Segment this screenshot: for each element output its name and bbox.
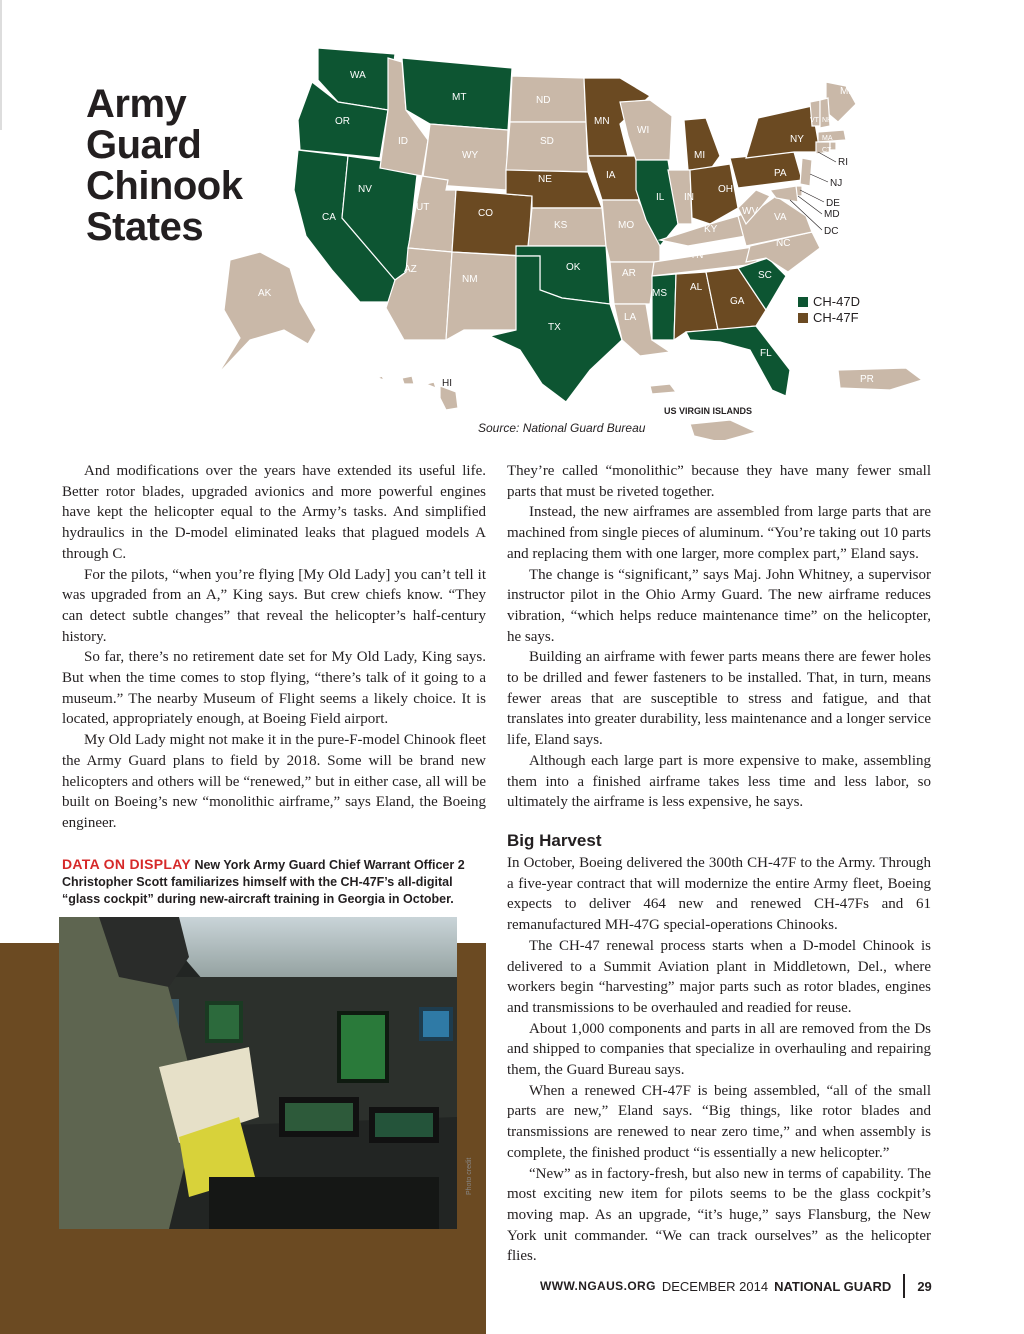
legend-item-ch47d — [798, 294, 860, 310]
body-paragraph: When a renewed CH-47F is being assembled, “all of the small parts are new,” Eland says. “Big things, like rotor blades and transmissions are renewed to near zero time,” and when assembly is complete, the finished product “is essentially a new helicopter.” — [507, 1082, 931, 1161]
legend-swatch-ch47d — [798, 297, 808, 307]
label-WA: WA — [350, 70, 366, 81]
label-NJ: NJ — [830, 178, 843, 189]
label-WY: WY — [462, 150, 479, 161]
body-paragraph: The CH-47 renewal process starts when a D-model Chinook is delivered to a Summit Aviation plant in Middletown, Del., where workers begin “harvesting” major parts such as rotor blades, engines and transmissions to be overhauled and readied for reuse. — [507, 937, 931, 1016]
label-NC: NC — [776, 238, 791, 249]
map-title-line: Army — [86, 82, 187, 126]
label-MN: MN — [594, 116, 610, 127]
label-MO: MO — [618, 220, 635, 231]
footer-date: DECEMBER 2014 — [661, 1278, 769, 1294]
label-CA: CA — [322, 212, 336, 223]
label-CT: CT — [822, 147, 832, 154]
label-NY: NY — [790, 134, 804, 145]
label-MD: MD — [824, 209, 840, 220]
usvi-label: US VIRGIN ISLANDS — [664, 406, 753, 416]
label-NE: NE — [538, 174, 552, 185]
state-NM — [446, 252, 520, 340]
caption-kicker: DATA ON DISPLAY — [62, 856, 191, 872]
label-ND: ND — [536, 95, 551, 106]
body-paragraph: For the pilots, “when you’re flying [My Old Lady] you can’t tell it was upgraded from an A,” King says. But crew chiefs know. “They can detect subtle changes” that reveal the helicopter’s half-century history. — [62, 566, 486, 645]
label-MS: MS — [652, 288, 667, 299]
body-paragraph: The change is “significant,” says Maj. John Whitney, a supervisor instructor pilot in the Ohio Army Guard. The new airframe reduces vibration, “which helps reduce maintenance time” on the helicopter, he says. — [507, 566, 931, 645]
cockpit-illustration — [59, 917, 457, 1229]
state-MI — [684, 118, 720, 170]
section-heading: Big Harvest — [507, 831, 602, 850]
label-IL: IL — [656, 192, 665, 203]
label-MT: MT — [452, 92, 467, 103]
label-CO: CO — [478, 208, 493, 219]
label-ID: ID — [398, 136, 408, 147]
label-SC: SC — [758, 270, 772, 281]
state-AK — [218, 252, 316, 374]
body-paragraph: And modifications over the years have extended its useful life. Better rotor blades, upgraded avionics and more powerful engines have kept the helicopter equal to the Army’s tasks. And simplified hydraulics in the D-model eliminated leaks that plagued models A through C. — [62, 463, 486, 562]
right-column-body-bottom — [507, 853, 931, 1267]
body-paragraph: “New” as in factory-fresh, but also new in terms of capability. The most exciting new item for pilots seems to be the glass cockpit’s moving map. As an upgrade, “it’s huge,” says Flansburg, the New York unit commander. “We can track ourselves” as the helicopter flies. — [507, 1165, 931, 1265]
page-edge-rule — [0, 0, 2, 130]
state-NY — [746, 106, 820, 158]
caption-text: New York Army Guard Chief Warrant Officer 2 Christopher Scott familiarizes himself with the CH-47F’s all-digital “glass cockpit” during new-aircraft training in Georgia in October. — [62, 858, 465, 906]
label-DC: DC — [824, 226, 839, 237]
label-MI: MI — [694, 150, 706, 161]
page-footer — [540, 1274, 932, 1298]
label-OK: OK — [566, 262, 581, 273]
legend-swatch-ch47f — [798, 313, 808, 323]
us-chinook-map — [190, 40, 930, 440]
label-LA: LA — [624, 312, 637, 323]
body-paragraph: In October, Boeing delivered the 300th CH-47F to the Army. Through a five-year contract that will modernize the entire Army fleet, Boeing expects to deliver 464 new and renewed CH-47Fs and 61 remanufactured MH-47G special-operations Chinooks. — [507, 855, 931, 934]
legend-label: CH-47F — [813, 310, 859, 325]
label-MA: MA — [822, 135, 833, 142]
state-FL — [686, 326, 790, 396]
label-NH: NH — [822, 117, 833, 124]
state-PA — [730, 152, 802, 188]
left-column-body — [62, 461, 486, 834]
label-IN: IN — [684, 192, 694, 203]
label-TN: TN — [690, 250, 704, 261]
label-HI: HI — [442, 378, 452, 389]
right-column-body-top — [507, 461, 931, 813]
cockpit-photo — [59, 917, 457, 1229]
legend-item-ch47f — [798, 310, 860, 326]
label-GA: GA — [730, 296, 745, 307]
map-source: Source: National Guard Bureau — [478, 421, 646, 435]
body-paragraph: Building an airframe with fewer parts means there are fewer holes to be drilled and fewer fasteners to be installed. That, in turn, means fewer areas that are susceptible to stress and fatigue, and that translates into greater durability, less maintenance and a longer service life, Eland says. — [507, 649, 931, 749]
label-RI: RI — [838, 157, 848, 168]
body-paragraph: Instead, the new airframes are assembled from large parts that are machined from single pieces of aluminum. “You’re taking out 10 parts and replacing them with one larger, more complex part,” Eland says. — [507, 504, 931, 562]
state-MS — [652, 274, 676, 340]
label-PR: PR — [860, 374, 874, 385]
label-AZ: AZ — [404, 264, 417, 275]
label-FL: FL — [760, 348, 772, 359]
label-IA: IA — [606, 170, 616, 181]
label-SD: SD — [540, 136, 554, 147]
label-DE: DE — [826, 198, 840, 209]
footer-url[interactable]: WWW.NGAUS.ORG — [540, 1279, 656, 1293]
label-KS: KS — [554, 220, 568, 231]
state-PR — [838, 368, 922, 390]
label-ME: ME — [840, 86, 855, 97]
label-WI: WI — [637, 125, 650, 136]
label-TX: TX — [548, 322, 561, 333]
state-NJ — [800, 158, 812, 186]
body-paragraph: So far, there’s no retirement date set for My Old Lady, King says. But when the time comes to stop flying, “there’s talk of it going to a museum.” The nearby Museum of Flight seems a likely choice. It is located, appropriately enough, at Boeing Field airport. — [62, 649, 486, 728]
label-PA: PA — [774, 168, 787, 179]
label-AL: AL — [690, 282, 703, 293]
legend-label: CH-47D — [813, 294, 860, 309]
body-paragraph: About 1,000 components and parts in all are removed from the Ds and shipped to companies that specialize in overhauling and repairing them, the Guard Bureau says. — [507, 1020, 931, 1079]
body-paragraph: They’re called “monolithic” because they have many fewer small parts that must be riveted together. — [507, 463, 931, 500]
label-OR: OR — [335, 116, 350, 127]
footer-divider — [903, 1274, 905, 1298]
label-KY: KY — [704, 224, 718, 235]
photo-credit: Photo credit — [466, 1157, 473, 1195]
footer-magazine: NATIONAL GUARD — [774, 1278, 892, 1294]
label-VA: VA — [774, 212, 787, 223]
label-NV: NV — [358, 184, 372, 195]
body-paragraph: My Old Lady might not make it in the pure-F-model Chinook fleet the Army Guard plans to field by 2018. Some will be brand new helicopters and others will be “renewed,” but in either case, all will be built on Boeing’s new “monolithic airframe,” says Eland, the Boeing engineer. — [62, 732, 486, 831]
label-UT: UT — [416, 202, 430, 213]
label-AR: AR — [622, 268, 636, 279]
photo-caption — [62, 856, 486, 908]
label-WV: WV — [742, 206, 759, 217]
map-title-line: Guard — [86, 123, 202, 167]
label-NM: NM — [462, 274, 478, 285]
map-legend — [798, 294, 860, 326]
state-SD — [506, 122, 588, 172]
label-OH: OH — [718, 184, 733, 195]
label-AK: AK — [258, 288, 272, 299]
map-title-line: Chinook — [86, 164, 243, 208]
map-title-line: States — [86, 205, 204, 249]
label-VT: VT — [810, 117, 819, 124]
page-number: 29 — [917, 1278, 932, 1294]
body-paragraph: Although each large part is more expensive to make, assembling them into a finished airframe takes less time and less labor, so ultimately the airframe is less expensive, he says. — [507, 752, 931, 811]
